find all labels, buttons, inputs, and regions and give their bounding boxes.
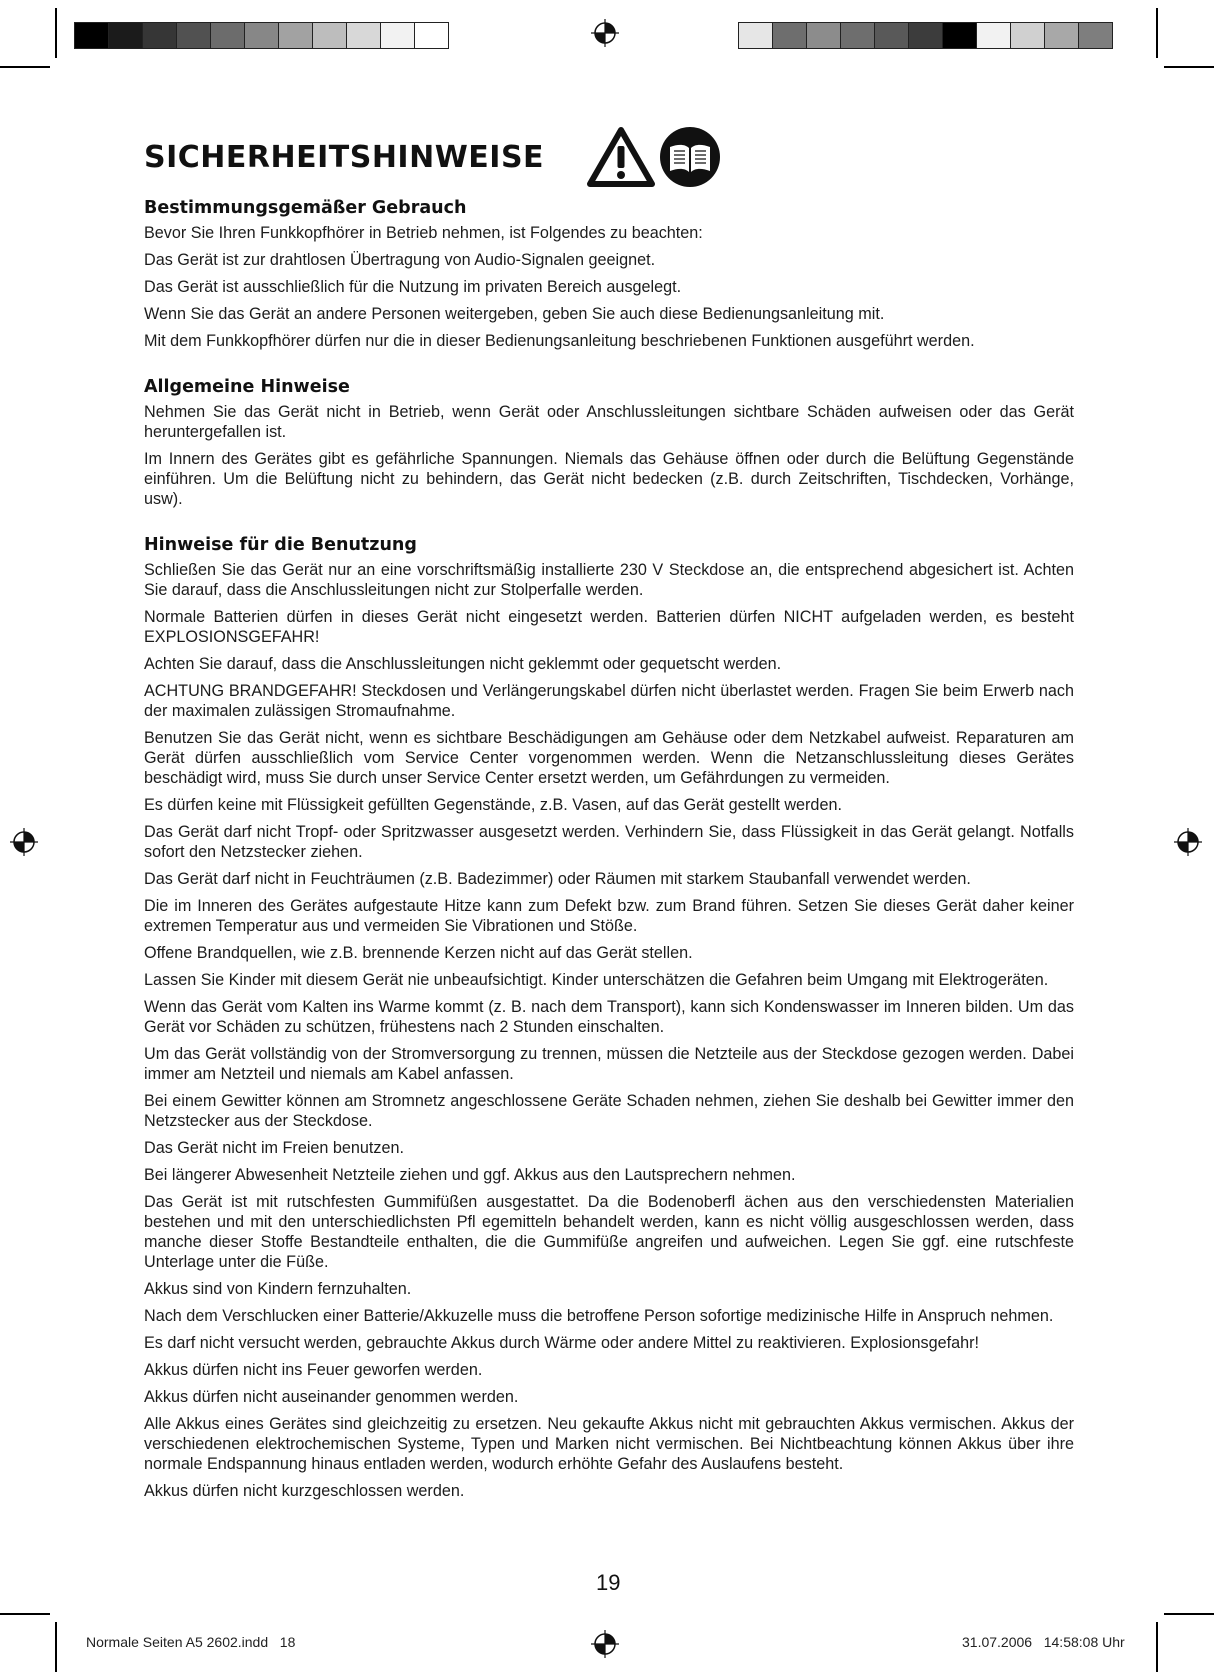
color-swatch bbox=[244, 22, 279, 49]
crop-mark bbox=[0, 66, 50, 68]
registration-mark-icon bbox=[1174, 828, 1202, 856]
paragraph: Wenn Sie das Gerät an andere Personen weitergeben, geben Sie auch diese Bedienungsanleitung mit. bbox=[144, 305, 885, 323]
color-swatch bbox=[806, 22, 841, 49]
page-number: 19 bbox=[596, 1570, 621, 1595]
paragraph: Mit dem Funkkopfhörer dürfen nur die in dieser Bedienungsanleitung beschriebenen Funktionen ausgeführt werden. bbox=[144, 332, 975, 350]
crop-mark bbox=[1156, 8, 1158, 58]
paragraph: Bei längerer Abwesenheit Netzteile ziehen und ggf. Akkus aus den Lautsprechern nehmen. bbox=[144, 1166, 796, 1184]
color-swatch bbox=[380, 22, 415, 49]
crop-mark bbox=[1164, 66, 1214, 68]
color-swatch bbox=[1078, 22, 1113, 49]
paragraph: Das Gerät ist mit rutschfesten Gummifüßen ausgestattet. Da die Bodenoberfl ächen aus den verschiedensten Materialien bestehen und mit den unterschiedlichsten Pfl egemitteln behandelt werden, kann es nicht völlig ausgeschlossen werden, dass manche dieser Stoffe Bestandteile enthalten, die die Gummifüße angreifen und aufweichen. Legen Sie ggf. eine rutschfeste Unterlage unter die Füße. bbox=[144, 1193, 1074, 1271]
paragraph: Akkus sind von Kindern fernzuhalten. bbox=[144, 1280, 412, 1298]
color-swatch bbox=[1044, 22, 1079, 49]
color-swatch bbox=[738, 22, 773, 49]
paragraph: Akkus dürfen nicht ins Feuer geworfen werden. bbox=[144, 1361, 483, 1379]
color-swatch bbox=[1010, 22, 1045, 49]
color-swatch bbox=[414, 22, 449, 49]
section-heading: Allgemeine Hinweise bbox=[144, 377, 350, 397]
color-swatch bbox=[346, 22, 381, 49]
section-heading: Bestimmungsgemäßer Gebrauch bbox=[144, 198, 467, 218]
paragraph: Es darf nicht versucht werden, gebrauchte Akkus durch Wärme oder andere Mittel zu reaktivieren. Explosionsgefahr! bbox=[144, 1334, 979, 1352]
color-swatch bbox=[108, 22, 143, 49]
paragraph: Das Gerät darf nicht in Feuchträumen (z.B. Badezimmer) oder Räumen mit starkem Staubanfall verwendet werden. bbox=[144, 870, 971, 888]
section-heading: Hinweise für die Benutzung bbox=[144, 535, 417, 555]
paragraph: Das Gerät ist zur drahtlosen Übertragung von Audio-Signalen geeignet. bbox=[144, 251, 656, 269]
color-swatch bbox=[772, 22, 807, 49]
page-title: SICHERHEITSHINWEISE bbox=[144, 139, 545, 175]
color-swatch bbox=[176, 22, 211, 49]
color-swatch bbox=[142, 22, 177, 49]
slug-date: 31.07.2006 14:58:08 Uhr bbox=[962, 1634, 1125, 1650]
paragraph: Nach dem Verschlucken einer Batterie/Akkuzelle muss die betroffene Person sofortige medizinische Hilfe in Anspruch nehmen. bbox=[144, 1307, 1054, 1325]
registration-mark-icon bbox=[591, 19, 619, 47]
color-swatch bbox=[278, 22, 313, 49]
color-swatch bbox=[74, 22, 109, 49]
color-swatch bbox=[840, 22, 875, 49]
paragraph: Alle Akkus eines Gerätes sind gleichzeitig zu ersetzen. Neu gekaufte Akkus nicht mit gebrauchten Akkus vermischen. Akkus der verschiedenen elektrochemischen Systeme, Typen und Marken nicht vermischen. Bei Nichtbeachtung können Akkus über ihre normale Endspannung hinaus entladen werden, wodurch erhöhte Gefahr des Auslaufens besteht. bbox=[144, 1415, 1074, 1473]
crop-mark bbox=[1156, 1622, 1158, 1672]
paragraph: Es dürfen keine mit Flüssigkeit gefüllten Gegenstände, z.B. Vasen, auf das Gerät gestellt werden. bbox=[144, 796, 842, 814]
registration-mark-icon bbox=[10, 828, 38, 856]
paragraph: Akkus dürfen nicht auseinander genommen werden. bbox=[144, 1388, 519, 1406]
color-bar-left bbox=[74, 22, 448, 49]
paragraph: Um das Gerät vollständig von der Stromversorgung zu trennen, müssen die Netzteile aus der Steckdose gezogen werden. Dabei immer am Netzteil und niemals am Kabel anfassen. bbox=[144, 1045, 1074, 1083]
paragraph: Die im Inneren des Gerätes aufgestaute Hitze kann zum Defekt bzw. zum Brand führen. Setzen Sie dieses Gerät daher keiner extremen Temperatur aus und vermeiden Sie Vibrationen und Stöße. bbox=[144, 897, 1074, 935]
crop-mark bbox=[55, 8, 57, 58]
paragraph: Bei einem Gewitter können am Stromnetz angeschlossene Geräte Schaden nehmen, ziehen Sie deshalb bei Gewitter immer den Netzstecker aus der Steckdose. bbox=[144, 1092, 1074, 1130]
read-manual-icon bbox=[658, 125, 722, 189]
color-swatch bbox=[312, 22, 347, 49]
paragraph: Bevor Sie Ihren Funkkopfhörer in Betrieb nehmen, ist Folgendes zu beachten: bbox=[144, 224, 703, 242]
paragraph: Akkus dürfen nicht kurzgeschlossen werden. bbox=[144, 1482, 465, 1500]
slug-file: Normale Seiten A5 2602.indd 18 bbox=[86, 1634, 296, 1650]
title-icons bbox=[586, 125, 722, 189]
paragraph: ACHTUNG BRANDGEFAHR! Steckdosen und Verlängerungskabel dürfen nicht überlastet werden. Fragen Sie beim Erwerb nach der maximalen zulässigen Stromaufnahme. bbox=[144, 682, 1074, 720]
paragraph: Achten Sie darauf, dass die Anschlussleitungen nicht geklemmt oder gequetscht werden. bbox=[144, 655, 782, 673]
warning-triangle-icon bbox=[586, 126, 656, 188]
crop-mark bbox=[55, 1622, 57, 1672]
crop-mark bbox=[0, 1613, 50, 1615]
paragraph: Nehmen Sie das Gerät nicht in Betrieb, wenn Gerät oder Anschlussleitungen sichtbare Schäden aufweisen oder das Gerät heruntergefallen ist. bbox=[144, 403, 1074, 441]
color-swatch bbox=[874, 22, 909, 49]
color-swatch bbox=[976, 22, 1011, 49]
paragraph: Das Gerät nicht im Freien benutzen. bbox=[144, 1139, 405, 1157]
registration-mark-icon bbox=[591, 1630, 619, 1658]
document-body bbox=[144, 126, 1074, 1508]
color-bar-right bbox=[738, 22, 1112, 49]
paragraph: Lassen Sie Kinder mit diesem Gerät nie unbeaufsichtigt. Kinder unterschätzen die Gefahren beim Umgang mit Elektrogeräten. bbox=[144, 971, 1049, 989]
paragraph: Normale Batterien dürfen in dieses Gerät nicht eingesetzt werden. Batterien dürfen NICHT aufgeladen werden, es besteht EXPLOSIONSGEFAHR! bbox=[144, 608, 1074, 646]
crop-mark bbox=[1164, 1613, 1214, 1615]
color-swatch bbox=[942, 22, 977, 49]
paragraph: Im Innern des Gerätes gibt es gefährliche Spannungen. Niemals das Gehäuse öffnen oder durch die Belüftung Gegenstände einführen. Um die Belüftung nicht zu behindern, das Gerät nicht bedecken (z.B. durch Zeitschriften, Tischdecken, Vorhänge, usw). bbox=[144, 450, 1074, 508]
paragraph: Benutzen Sie das Gerät nicht, wenn es sichtbare Beschädigungen am Gehäuse oder dem Netzkabel aufweist. Reparaturen am Gerät dürfen ausschließlich vom Service Center vorgenommen werden. Wenn die Netzanschlussleitung dieses Gerätes beschädigt wird, muss Sie durch unser Service Center ersetzt werden, um Gefährdungen zu vermeiden. bbox=[144, 729, 1074, 787]
paragraph: Wenn das Gerät vom Kalten ins Warme kommt (z. B. nach dem Transport), kann sich Kondenswasser im Inneren bilden. Um das Gerät vor Schäden zu schützen, frühestens nach 2 Stunden einschalten. bbox=[144, 998, 1074, 1036]
title-row bbox=[144, 126, 1074, 188]
paragraph: Offene Brandquellen, wie z.B. brennende Kerzen nicht auf das Gerät stellen. bbox=[144, 944, 693, 962]
paragraph: Das Gerät darf nicht Tropf- oder Spritzwasser ausgesetzt werden. Verhindern Sie, dass Flüssigkeit in das Gerät gelangt. Notfalls sofort den Netzstecker ziehen. bbox=[144, 823, 1074, 861]
paragraph: Schließen Sie das Gerät nur an eine vorschriftsmäßig installierte 230 V Steckdose an, die entsprechend abgesichert ist. Achten Sie darauf, dass die Anschlussleitungen nicht zur Stolperfalle werden. bbox=[144, 561, 1074, 599]
color-swatch bbox=[908, 22, 943, 49]
paragraph: Das Gerät ist ausschließlich für die Nutzung im privaten Bereich ausgelegt. bbox=[144, 278, 682, 296]
color-swatch bbox=[210, 22, 245, 49]
